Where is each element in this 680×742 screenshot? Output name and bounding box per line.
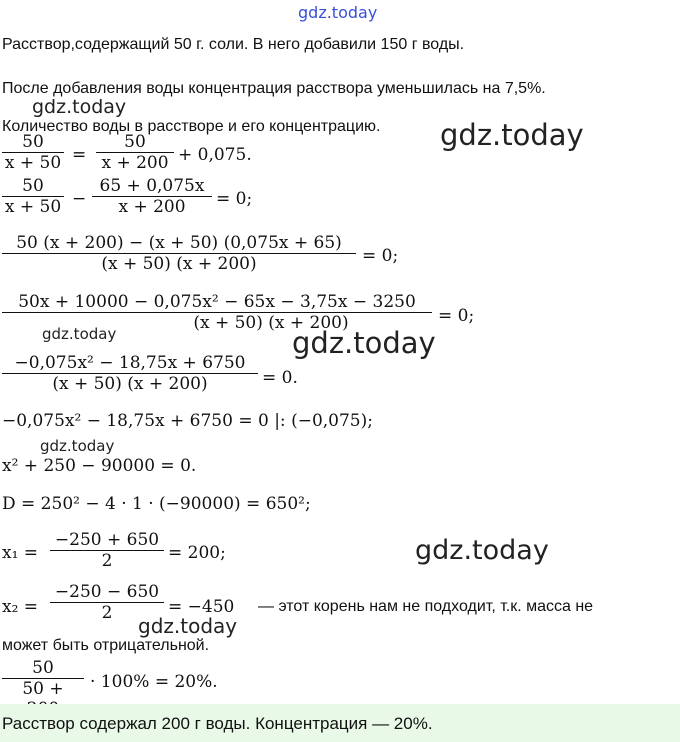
watermark-1: gdz.today bbox=[32, 96, 127, 118]
eq1-rhs-den: x + 200 bbox=[96, 152, 174, 173]
x1-den: 2 bbox=[50, 550, 164, 571]
watermark-4: gdz.today bbox=[292, 326, 436, 360]
find-text: Количество воды в расстворе и его концентрацию. bbox=[2, 118, 381, 135]
watermark-6: gdz.today bbox=[415, 535, 549, 566]
watermark-5: gdz.today bbox=[40, 437, 115, 455]
x2-den: 2 bbox=[50, 602, 164, 623]
eq2-a-fraction bbox=[2, 176, 64, 217]
eq1-equals: = bbox=[72, 145, 87, 165]
answer-box bbox=[0, 704, 680, 742]
x2-comment: — этот корень нам не подходит, т.к. масса не bbox=[258, 598, 594, 615]
eq4-den: (x + 50) (x + 200) bbox=[2, 312, 432, 333]
eq1-rhs-fraction bbox=[96, 132, 174, 173]
eq2-op: − bbox=[72, 189, 87, 209]
eq6: −0,075x² − 18,75x + 6750 = 0 |: (−0,075); bbox=[2, 411, 373, 431]
x2-label: x₂ = bbox=[2, 597, 39, 617]
eq2-tail: = 0; bbox=[216, 189, 253, 209]
eq2-a-den: x + 50 bbox=[2, 196, 64, 217]
eq3-tail: = 0; bbox=[362, 246, 399, 266]
x2-comment-cont: может быть отрицательной. bbox=[2, 637, 210, 654]
x1-tail: = 200; bbox=[168, 543, 226, 563]
pct-tail: · 100% = 20%. bbox=[90, 672, 218, 692]
watermark-top: gdz.today bbox=[298, 3, 378, 22]
x1-label: x₁ = bbox=[2, 543, 39, 563]
eq2-b-den: x + 200 bbox=[92, 196, 212, 217]
eq5-tail: = 0. bbox=[262, 368, 298, 388]
given-text: Расствор,содержащий 50 г. соли. В него добавили 150 г воды. bbox=[2, 36, 465, 53]
pct-den: 50 + bbox=[2, 678, 84, 719]
watermark-2: gdz.today bbox=[440, 118, 584, 152]
eq1-rhs-num: 50 bbox=[124, 132, 146, 152]
eq2-a-num: 50 bbox=[22, 176, 44, 196]
x2-num: −250 − 650 bbox=[54, 582, 160, 602]
eq2-b-num: 65 + 0,075x bbox=[99, 176, 205, 196]
change-text: После добавления воды концентрация расствора уменьшилась на 7,5%. bbox=[2, 80, 546, 97]
eq1-lhs-den: x + 50 bbox=[2, 152, 64, 173]
eq3-fraction bbox=[2, 233, 356, 274]
eq1-lhs-fraction bbox=[2, 132, 64, 173]
eq4-tail: = 0; bbox=[438, 306, 475, 326]
eq5-fraction bbox=[2, 353, 258, 394]
x1-fraction bbox=[50, 530, 164, 571]
eq3-den: (x + 50) (x + 200) bbox=[2, 253, 356, 274]
eq5-den: (x + 50) (x + 200) bbox=[2, 373, 258, 394]
x2-tail: = −450 bbox=[168, 597, 235, 617]
answer-text: Расствор содержал 200 г воды. Концентрация — 20%. bbox=[2, 714, 433, 733]
x1-num: −250 + 650 bbox=[54, 530, 160, 550]
watermark-3: gdz.today bbox=[42, 325, 117, 343]
eq2-b-fraction bbox=[92, 176, 212, 217]
eq7: x² + 250 − 90000 = 0. bbox=[2, 456, 197, 476]
eq3-num: 50 (x + 200) − (x + 50) (0,075x + 65) bbox=[16, 233, 342, 253]
eq8: D = 250² − 4 · 1 · (−90000) = 650²; bbox=[2, 494, 311, 514]
eq1-lhs-num: 50 bbox=[22, 132, 44, 152]
watermark-7: gdz.today bbox=[138, 614, 238, 638]
eq1-tail: + 0,075. bbox=[178, 145, 252, 165]
pct-num: 50 bbox=[32, 658, 54, 678]
eq5-num: −0,075x² − 18,75x + 6750 bbox=[14, 353, 246, 373]
eq4-num: 50x + 10000 − 0,075x² − 65x − 3,75x − 3250 bbox=[18, 292, 416, 312]
